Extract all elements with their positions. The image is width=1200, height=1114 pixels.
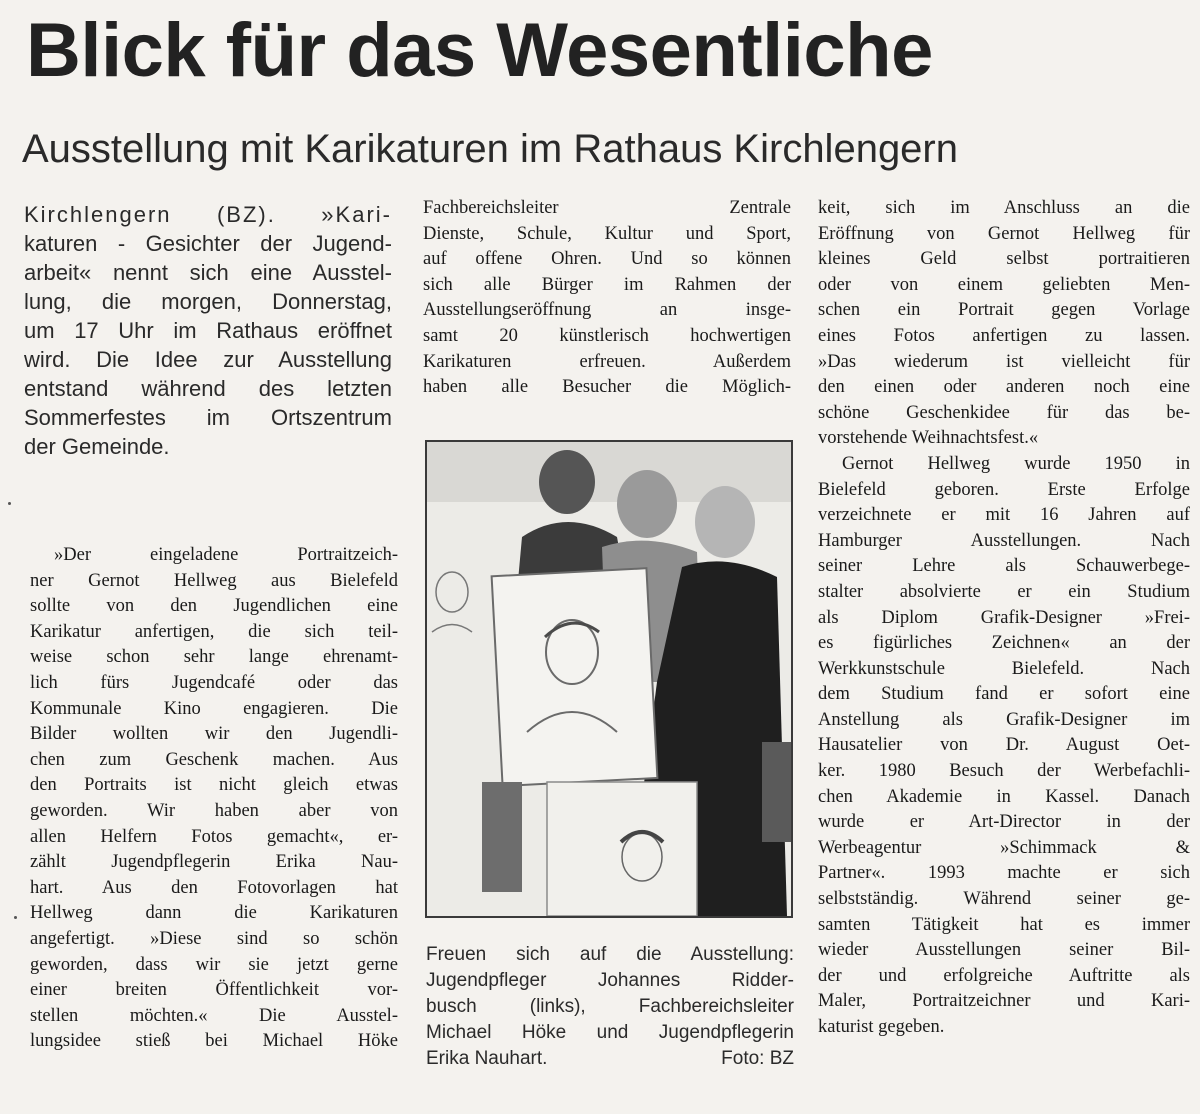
body-line: »Der eingeladene Portraitzeich- xyxy=(54,545,398,565)
lead-line: wird. Die Idee zur Ausstellung xyxy=(24,347,392,372)
body-line: dem Studium fand er sofort eine xyxy=(818,684,1190,705)
body-line: ker. 1980 Besuch der Werbefachli- xyxy=(818,761,1190,782)
body-line: chen zum Geschenk machen. Aus xyxy=(30,749,398,770)
body-line: wurde er Art-Director in der xyxy=(818,812,1190,833)
scan-speck xyxy=(8,502,11,505)
body-line: kleines Geld selbst portraitieren xyxy=(818,249,1190,270)
body-line: Werbeagentur »Schimmack & xyxy=(818,837,1190,858)
body-line: auf offene Ohren. Und so können xyxy=(423,249,791,270)
body-line: samten Tätigkeit hat es immer xyxy=(818,914,1190,935)
body-line: der und erfolgreiche Auftritte als xyxy=(818,965,1190,986)
body-line: Kommunale Kino engagieren. Die xyxy=(30,698,398,719)
body-line: eines Fotos anfertigen zu lassen. xyxy=(818,325,1190,346)
photo-credit: Foto: BZ xyxy=(721,1048,794,1069)
caption-line: Freuen sich auf die Ausstellung: xyxy=(426,944,794,965)
lead-line: entstand während des letzten xyxy=(24,376,392,401)
lead-line: lung, die morgen, Donnerstag, xyxy=(24,289,392,314)
body-line: verzeichnete er mit 16 Jahren auf xyxy=(818,505,1190,526)
body-line: es figürliches Zeichnen« an der xyxy=(818,633,1190,654)
lead-line: Kirchlengern (BZ). »Kari- xyxy=(24,202,392,227)
headline: Blick für das Wesentliche xyxy=(26,8,933,93)
body-line: seiner Lehre als Schauwerbege- xyxy=(818,556,1190,577)
caption-line: busch (links), Fachbereichsleiter xyxy=(426,996,794,1017)
body-line: Hausatelier von Dr. August Oet- xyxy=(818,735,1190,756)
lead-paragraph xyxy=(24,200,392,461)
body-line: einer breiten Öffentlichkeit vor- xyxy=(30,980,398,1001)
body-line: chen Akademie in Kassel. Danach xyxy=(818,786,1190,807)
photo-caption xyxy=(426,942,794,1072)
body-line: vorstehende Weihnachtsfest.« xyxy=(818,428,1039,449)
body-line: »Das wiederum ist vielleicht für xyxy=(818,351,1190,372)
caption-last-line xyxy=(426,1046,794,1072)
body-line: Dienste, Schule, Kultur und Sport, xyxy=(423,223,791,244)
body-line: oder von einem geliebten Men- xyxy=(818,274,1190,295)
body-line: wieder Ausstellungen seiner Bil- xyxy=(818,940,1190,961)
body-line: Karikatur anfertigen, die sich teil- xyxy=(30,621,398,642)
body-line: als Diplom Grafik-Designer »Frei- xyxy=(818,607,1190,628)
body-line: haben alle Besucher die Möglich- xyxy=(423,377,791,398)
lead-line: um 17 Uhr im Rathaus eröffnet xyxy=(24,318,392,343)
caption-line: Michael Höke und Jugendpflegerin xyxy=(426,1022,794,1043)
body-line: Hellweg dann die Karikaturen xyxy=(30,903,398,924)
body-line: geworden, dass wir sie jetzt gerne xyxy=(30,954,398,975)
article-photo xyxy=(425,440,793,918)
body-line: stalter absolvierte er ein Studium xyxy=(818,581,1190,602)
body-line: keit, sich im Anschluss an die xyxy=(818,198,1190,218)
body-line: hart. Aus den Fotovorlagen hat xyxy=(30,877,398,898)
body-line: den einen oder anderen noch eine xyxy=(818,377,1190,398)
body-line: zählt Jugendpflegerin Erika Nau- xyxy=(30,852,398,873)
body-line: den Portraits ist nicht gleich etwas xyxy=(30,775,398,796)
body-line: ner Gernot Hellweg aus Bielefeld xyxy=(30,570,398,591)
body-line: samt 20 künstlerisch hochwertigen xyxy=(423,325,791,346)
body-line: katurist gegeben. xyxy=(818,1017,945,1037)
column-1-body xyxy=(30,543,398,1055)
body-line: Partner«. 1993 machte er sich xyxy=(818,863,1190,884)
body-line: sich alle Bürger im Rahmen der xyxy=(423,274,791,295)
body-line: Ausstellungseröffnung an insge- xyxy=(423,300,791,321)
body-line: allen Helfern Fotos gemacht«, er- xyxy=(30,826,398,847)
body-line: Anstellung als Grafik-Designer im xyxy=(818,709,1190,730)
body-line: Hamburger Ausstellungen. Nach xyxy=(818,530,1190,551)
lead-line: arbeit« nennt sich eine Ausstel- xyxy=(24,260,392,285)
photo-illustration xyxy=(427,442,791,916)
body-line: Fachbereichsleiter Zentrale xyxy=(423,198,791,218)
subheadline: Ausstellung mit Karikaturen im Rathaus Kirchlengern xyxy=(22,127,958,171)
body-line: schöne Geschenkidee für das be- xyxy=(818,402,1190,423)
body-line: selbstständig. Während seiner ge- xyxy=(818,889,1190,910)
body-line: geworden. Wir haben aber von xyxy=(30,800,398,821)
body-line: angefertigt. »Diese sind so schön xyxy=(30,928,398,949)
body-line: stellen möchten.« Die Ausstel- xyxy=(30,1005,398,1026)
lead-line: der Gemeinde. xyxy=(24,434,170,459)
body-line: Werkkunstschule Bielefeld. Nach xyxy=(818,658,1190,679)
caption-line: Jugendpfleger Johannes Ridder- xyxy=(426,970,794,991)
lead-line: katuren - Gesichter der Jugend- xyxy=(24,231,392,256)
body-line: Karikaturen erfreuen. Außerdem xyxy=(423,351,791,372)
column-3-body xyxy=(818,196,1190,1041)
column-2-body xyxy=(423,196,791,401)
scan-speck xyxy=(14,916,17,919)
body-line: Bilder wollten wir den Jugendli- xyxy=(30,724,398,745)
body-line: sollte von den Jugendlichen eine xyxy=(30,596,398,617)
lead-line: Sommerfestes im Ortszentrum xyxy=(24,405,392,430)
body-line: lungsidee stieß bei Michael Höke xyxy=(30,1031,398,1052)
body-line: Bielefeld geboren. Erste Erfolge xyxy=(818,479,1190,500)
body-line: weise schon sehr lange ehrenamt- xyxy=(30,647,398,668)
body-line: lich fürs Jugendcafé oder das xyxy=(30,672,398,693)
caption-line: Erika Nauhart. xyxy=(426,1048,548,1069)
body-line: Maler, Portraitzeichner und Kari- xyxy=(818,991,1190,1012)
body-line: schen ein Portrait gegen Vorlage xyxy=(818,300,1190,321)
body-line: Eröffnung von Gernot Hellweg für xyxy=(818,223,1190,244)
body-line: Gernot Hellweg wurde 1950 in xyxy=(842,453,1190,474)
